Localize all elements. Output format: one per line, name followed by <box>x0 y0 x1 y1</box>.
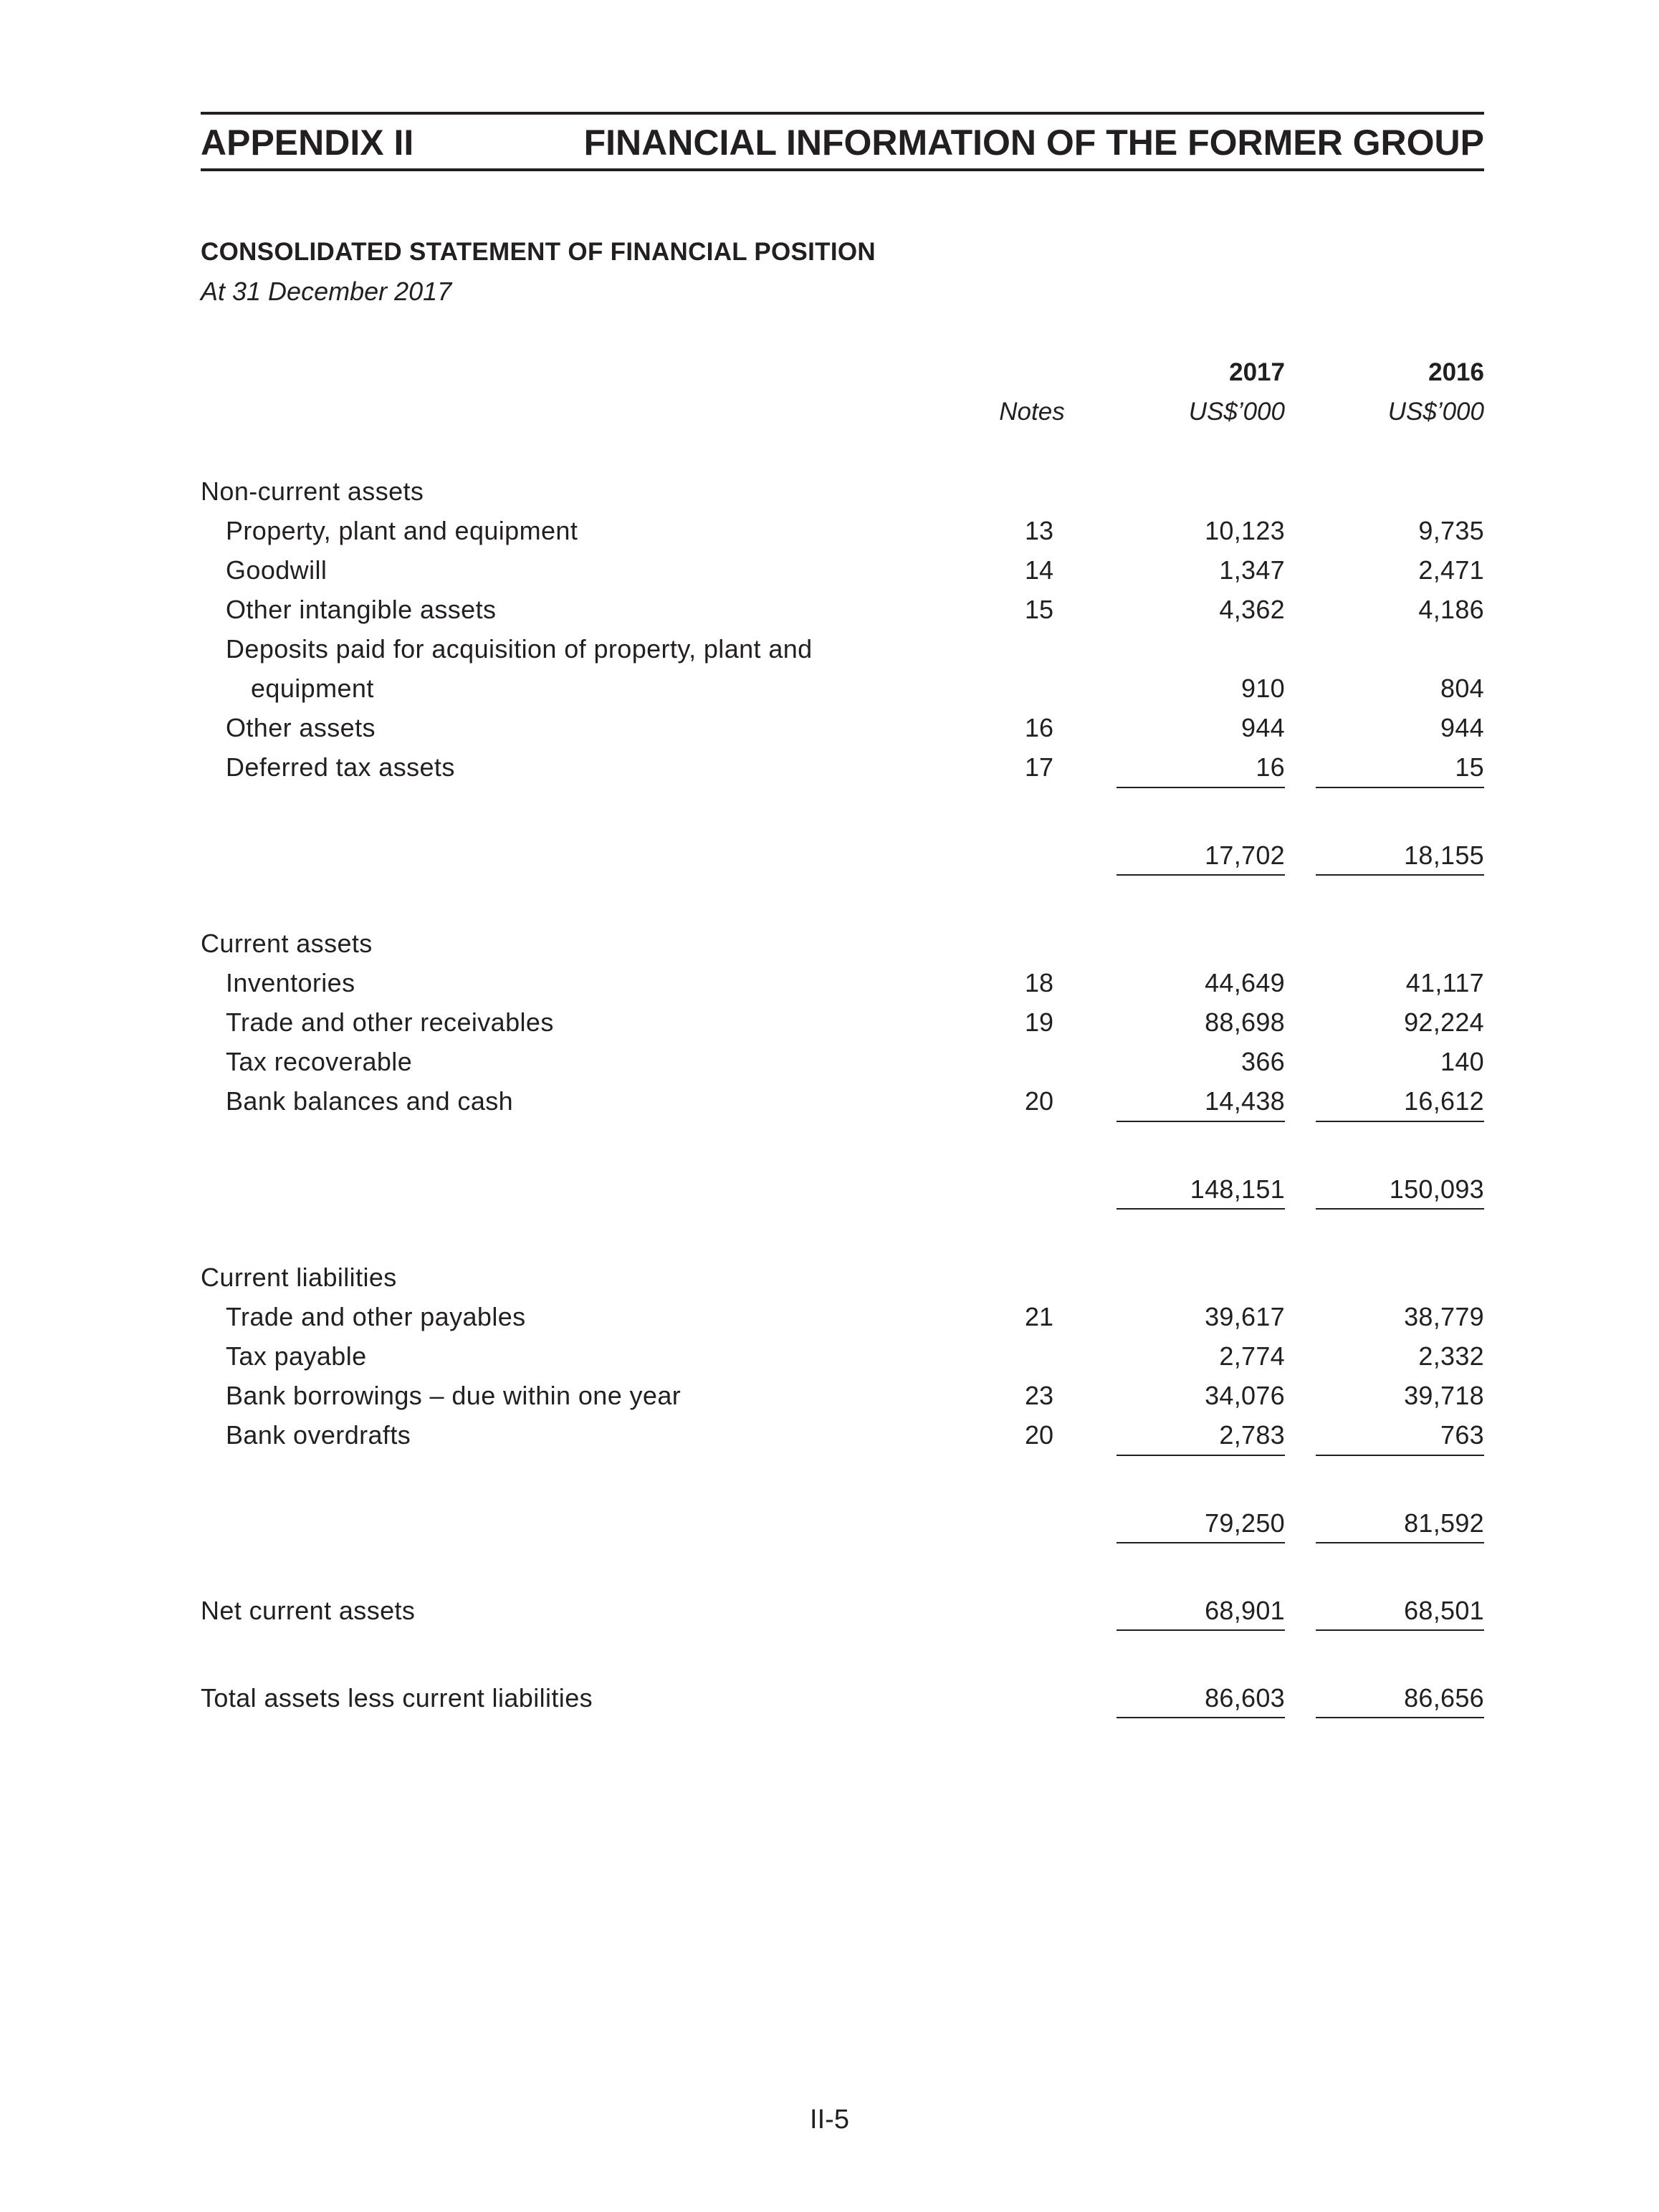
table-row <box>0 515 1659 555</box>
table-row <box>0 712 1659 752</box>
row-value-2016: 140 <box>1440 1047 1484 1076</box>
subtotal-rule <box>1117 1208 1285 1210</box>
table-row <box>0 1046 1659 1086</box>
section-heading-row <box>0 928 1659 967</box>
subtotal-rule <box>1316 787 1484 788</box>
subtotal-row <box>0 1508 1659 1547</box>
row-value-2017: 44,649 <box>1205 968 1285 997</box>
table-row <box>0 594 1659 633</box>
row-value-2017: 17,702 <box>1205 841 1285 870</box>
total-row <box>0 1682 1659 1722</box>
row-note: 13 <box>1024 516 1054 545</box>
table-row <box>0 1341 1659 1380</box>
row-note: 20 <box>1024 1420 1054 1450</box>
row-value-2017: 2,783 <box>1219 1420 1285 1450</box>
row-value-2016: 18,155 <box>1404 841 1484 870</box>
row-note: 16 <box>1024 713 1054 742</box>
row-note: 15 <box>1024 595 1054 624</box>
row-label: Other intangible assets <box>226 595 497 624</box>
row-label: Inventories <box>226 968 355 997</box>
row-value-2016: 2,332 <box>1418 1341 1484 1371</box>
table-row <box>0 673 1659 712</box>
row-value-2017: 88,698 <box>1205 1007 1285 1037</box>
row-value-2016: 16,612 <box>1404 1086 1484 1116</box>
row-label: Total assets less current liabilities <box>201 1683 593 1713</box>
table-row <box>0 555 1659 594</box>
row-label: Current assets <box>201 929 373 958</box>
page-number: II-5 <box>810 2105 849 2135</box>
header-rule-top <box>201 112 1484 115</box>
row-label: Net current assets <box>201 1596 416 1625</box>
subtotal-row <box>0 840 1659 879</box>
row-value-2016: 804 <box>1440 674 1484 703</box>
row-value-2016: 9,735 <box>1418 516 1484 545</box>
row-note: 21 <box>1024 1302 1054 1331</box>
row-label: Property, plant and equipment <box>226 516 578 545</box>
row-value-2017: 944 <box>1241 713 1285 742</box>
row-label: Tax payable <box>226 1341 367 1371</box>
statement-title: CONSOLIDATED STATEMENT OF FINANCIAL POSITION <box>201 238 876 266</box>
row-label: Bank borrowings – due within one year <box>226 1381 682 1410</box>
table-row <box>0 1419 1659 1459</box>
row-note: 18 <box>1024 968 1054 997</box>
subtotal-rule <box>1316 1121 1484 1122</box>
subtotal-rule <box>1316 1208 1484 1210</box>
row-value-2017: 910 <box>1241 674 1285 703</box>
row-value-2017: 4,362 <box>1219 595 1285 624</box>
row-value-2017: 68,901 <box>1205 1596 1285 1625</box>
row-value-2016: 15 <box>1455 752 1484 782</box>
row-note: 14 <box>1024 555 1054 585</box>
row-value-2016: 86,656 <box>1404 1683 1484 1713</box>
row-label: Deferred tax assets <box>226 752 455 782</box>
subtotal-rule <box>1117 1455 1285 1456</box>
row-label: Deposits paid for acquisition of property, plant and <box>226 634 813 664</box>
row-value-2017: 14,438 <box>1205 1086 1285 1116</box>
subtotal-row <box>0 1174 1659 1213</box>
header-rule-bottom <box>201 168 1484 171</box>
row-value-2017: 148,151 <box>1190 1174 1285 1204</box>
row-value-2017: 79,250 <box>1205 1508 1285 1538</box>
statement-date: At 31 December 2017 <box>201 277 452 306</box>
row-value-2016: 81,592 <box>1404 1508 1484 1538</box>
row-note: 23 <box>1024 1381 1054 1410</box>
subtotal-rule <box>1316 1455 1484 1456</box>
row-value-2017: 16 <box>1256 752 1285 782</box>
total-rule <box>1117 1629 1285 1631</box>
column-header-2017: 2017 <box>1229 358 1285 386</box>
row-label: Other assets <box>226 713 376 742</box>
row-label: Current liabilities <box>201 1263 397 1292</box>
row-label: Goodwill <box>226 555 328 585</box>
section-heading-row <box>0 476 1659 515</box>
row-value-2016: 150,093 <box>1389 1174 1484 1204</box>
row-label: Bank balances and cash <box>226 1086 514 1116</box>
total-rule <box>1117 1717 1285 1718</box>
subtotal-rule <box>1117 787 1285 788</box>
row-value-2016: 41,117 <box>1405 968 1484 997</box>
total-row <box>0 1595 1659 1634</box>
row-label: Trade and other receivables <box>226 1007 554 1037</box>
column-unit-2016: US$’000 <box>1387 398 1484 426</box>
row-note: 17 <box>1024 752 1054 782</box>
row-value-2017: 86,603 <box>1205 1683 1285 1713</box>
row-label: Bank overdrafts <box>226 1420 411 1450</box>
row-value-2017: 34,076 <box>1205 1381 1285 1410</box>
table-row <box>0 1380 1659 1419</box>
table-row <box>0 1086 1659 1125</box>
row-value-2017: 10,123 <box>1205 516 1285 545</box>
row-value-2016: 2,471 <box>1418 555 1484 585</box>
column-unit-2017: US$’000 <box>1188 398 1285 426</box>
row-value-2016: 92,224 <box>1404 1007 1484 1037</box>
row-label: Tax recoverable <box>226 1047 413 1076</box>
subtotal-rule <box>1316 874 1484 876</box>
row-label: equipment <box>251 674 374 703</box>
table-row <box>0 1007 1659 1046</box>
row-value-2016: 763 <box>1440 1420 1484 1450</box>
row-value-2016: 38,779 <box>1404 1302 1484 1331</box>
table-row <box>0 752 1659 791</box>
column-header-notes: Notes <box>999 398 1065 426</box>
row-note: 19 <box>1024 1007 1054 1037</box>
row-value-2017: 366 <box>1241 1047 1285 1076</box>
appendix-label: APPENDIX II <box>201 123 414 163</box>
table-row <box>0 1301 1659 1341</box>
subtotal-rule <box>1117 1121 1285 1122</box>
table-row <box>0 967 1659 1007</box>
row-note: 20 <box>1024 1086 1054 1116</box>
subtotal-rule <box>1117 874 1285 876</box>
subtotal-rule <box>1117 1542 1285 1543</box>
row-value-2016: 4,186 <box>1418 595 1484 624</box>
section-heading-row <box>0 1262 1659 1301</box>
total-rule <box>1316 1717 1484 1718</box>
header-title: FINANCIAL INFORMATION OF THE FORMER GROUP <box>583 123 1484 163</box>
row-value-2017: 39,617 <box>1205 1302 1285 1331</box>
column-header-2016: 2016 <box>1428 358 1484 386</box>
row-value-2016: 39,718 <box>1404 1381 1484 1410</box>
row-value-2017: 1,347 <box>1219 555 1285 585</box>
row-label: Non-current assets <box>201 477 424 506</box>
row-value-2017: 2,774 <box>1219 1341 1285 1371</box>
row-value-2016: 68,501 <box>1404 1596 1484 1625</box>
total-rule <box>1316 1629 1484 1631</box>
table-row <box>0 633 1659 673</box>
row-label: Trade and other payables <box>226 1302 526 1331</box>
subtotal-rule <box>1316 1542 1484 1543</box>
row-value-2016: 944 <box>1440 713 1484 742</box>
